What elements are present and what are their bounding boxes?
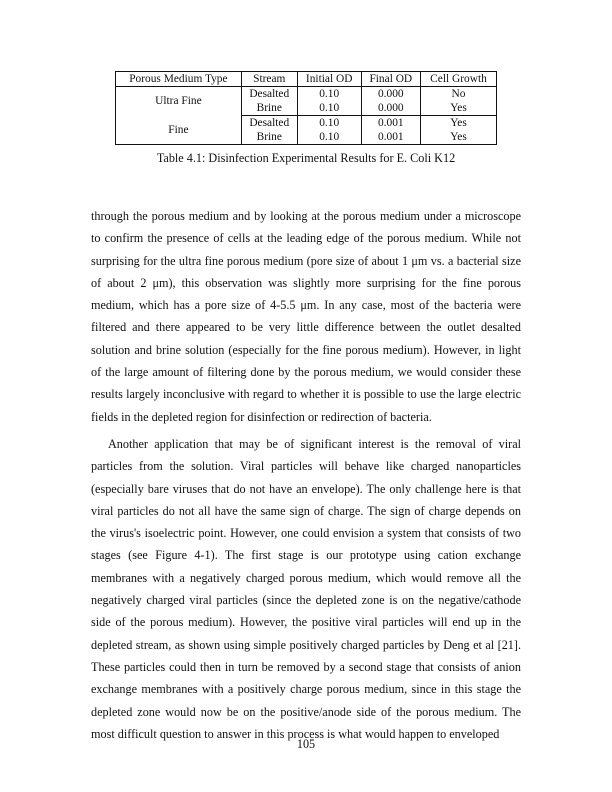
cell-stream: Brine	[241, 101, 297, 116]
header-initial-od: Initial OD	[297, 72, 361, 87]
table-row	[116, 87, 497, 102]
cell-final-od: 0.001	[361, 116, 420, 131]
header-final-od: Final OD	[361, 72, 420, 87]
cell-growth: Yes	[420, 101, 496, 116]
header-cell-growth: Cell Growth	[420, 72, 496, 87]
medium-fine: Fine	[116, 116, 242, 145]
cell-stream: Desalted	[241, 87, 297, 102]
cell-final-od: 0.001	[361, 130, 420, 145]
cell-final-od: 0.000	[361, 101, 420, 116]
cell-growth: Yes	[420, 116, 496, 131]
cell-growth: Yes	[420, 130, 496, 145]
cell-initial-od: 0.10	[297, 130, 361, 145]
results-table-container	[115, 71, 497, 145]
header-stream: Stream	[241, 72, 297, 87]
paragraph-filtering-results: through the porous medium and by looking at the porous medium under a microscope to confirm the presence of cells at the leading edge of the porous medium. While not surprising for the ultra fine porous medium (pore size of about 1 μm vs. a bacterial size of about 2 μm), this observation was slightly more surprising for the fine porous medium, which has a pore size of 4-5.5 μm. In any case, most of the bacteria were filtered and there appeared to be very little difference between the outlet desalted solution and brine solution (especially for the fine porous medium). However, in light of the large amount of filtering done by the porous medium, we would consider these results largely inconclusive with regard to whether it is possible to use the large electric fields in the depleted region for disinfection or redirection of bacteria.	[91, 209, 521, 424]
body-text	[91, 205, 521, 745]
header-porous-medium-type: Porous Medium Type	[116, 72, 242, 87]
table-caption: Table 4.1: Disinfection Experimental Results for E. Coli K12	[156, 151, 456, 165]
cell-final-od: 0.000	[361, 87, 420, 102]
paragraph-viral-removal: Another application that may be of significant interest is the removal of viral particles from the solution. Viral particles will behave like charged nanoparticles (especially bare viruses that do not have an envelope). The only challenge here is that viral particles do not all have the same sign of charge. The sign of charge depends on the virus's isoelectric point. However, one could envision a system that consists of two stages (see Figure 4-1). The first stage is our prototype using cation exchange membranes with a negatively charged porous medium, which would remove all the negatively charged viral particles (since the depleted zone is on the negative/cathode side of the porous medium). However, the positive viral particles will end up in the depleted stream, as shown using simple positively charged particles by Deng et al [21]. These particles could then in turn be removed by a second stage that consists of anion exchange membranes with a positively charge porous medium, since in this stage the depleted zone would now be on the positive/anode side of the porous medium. The most difficult question to answer in this process is what would happen to enveloped	[91, 436, 521, 741]
cell-growth: No	[420, 87, 496, 102]
medium-ultra-fine: Ultra Fine	[116, 87, 242, 116]
cell-stream: Desalted	[241, 116, 297, 131]
table-header-row	[116, 72, 497, 87]
cell-initial-od: 0.10	[297, 87, 361, 102]
cell-initial-od: 0.10	[297, 101, 361, 116]
page-number: 105	[296, 737, 316, 751]
cell-stream: Brine	[241, 130, 297, 145]
results-table	[115, 71, 497, 145]
cell-initial-od: 0.10	[297, 116, 361, 131]
table-row	[116, 116, 497, 131]
